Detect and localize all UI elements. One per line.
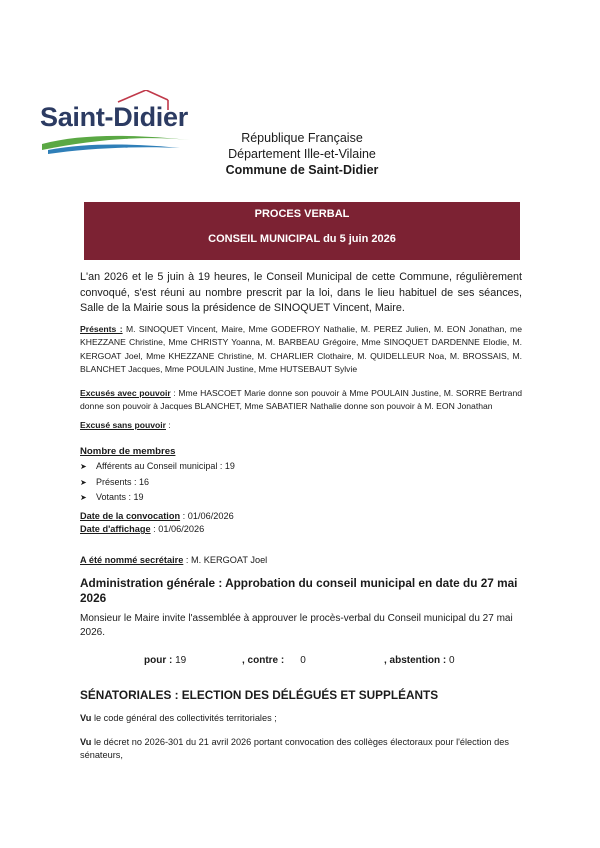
date-affichage: [80, 523, 522, 536]
presents-label: Présents :: [80, 324, 123, 334]
admin-section-text: Monsieur le Maire invite l'assemblée à approuver le procès-verbal du Conseil municipal du 27 mai 2026.: [80, 613, 513, 638]
admin-section-title: Administration générale : Approbation du conseil municipal en date du 27 mai 2026: [80, 576, 518, 605]
excuses-text: : Mme HASCOET Marie donne son pouvoir à Mme POULAIN Justine, M. SORRE Bertrand donne son pouvoir à Jacques BLANCHET, Mme SABATIER Nathalie donne son pouvoir à M. EON Jonathan: [80, 388, 523, 412]
excuse-sans-text: :: [165, 420, 171, 430]
banner-title: PROCES VERBAL: [254, 208, 350, 220]
membres-title-text: Nombre de membres: [80, 446, 176, 457]
vote-pour-label: pour :: [144, 655, 173, 666]
senatoriales-title: SÉNATORIALES : ELECTION DES DÉLÉGUÉS ET SUPPLÉANTS: [80, 688, 439, 702]
vu-paragraph: [80, 736, 522, 762]
secretaire-line: [80, 555, 522, 565]
date-convocation-label: Date de la convocation: [80, 511, 181, 521]
dates-block: [80, 510, 522, 536]
vote-abstention-value: 0: [449, 655, 455, 666]
vote-abstention: [384, 655, 455, 666]
vote-contre-label: , contre :: [242, 655, 285, 666]
arrow-bullet-icon: ➤: [80, 462, 87, 471]
membres-title: [80, 446, 522, 457]
vote-contre: [242, 655, 306, 666]
presents-paragraph: [80, 323, 522, 376]
header-republique: République Française: [241, 131, 363, 145]
intro-paragraph: L'an 2026 et le 5 juin à 19 heures, le Conseil Municipal de cette Commune, régulièrement convoqué, s'est réuni au nombre prescrit par la loi, dans le lieu habituel de ses séances, Salle de la Mairie sous la présidence de SINOQUET Vincent, Maire.: [80, 271, 522, 314]
presents-text: M. SINOQUET Vincent, Maire, Mme GODEFROY Nathalie, M. PEREZ Julien, M. EON Jonathan, me KHEZZANE Christine, Mme CHRISTY Yoanna, M. BARBEAU Grégoire, Mme SINOQUET DARDENNE Elodie, M. KERGOAT Joel, Mme KHEZZANE Christine, M. CHARLIER Clothaire, M. QUIDELLEUR Noa, M. BROSSAIS, M. BLANCHET Jacques, Mme POULAIN Justine, Mme HUTSEBAUT Sylvie: [80, 324, 522, 374]
list-item: [80, 490, 522, 506]
vu-paragraph: [80, 713, 522, 723]
vu-word: Vu: [80, 737, 92, 747]
vote-pour: [144, 655, 186, 666]
vu-word: Vu: [80, 713, 92, 723]
commune-logo: [40, 90, 205, 162]
secretaire-value: : M. KERGOAT Joel: [183, 555, 268, 565]
list-item-text: Votants : 19: [96, 492, 144, 502]
excuses-label: Excusés avec pouvoir: [80, 388, 171, 398]
date-convocation: [80, 510, 522, 523]
list-item: [80, 475, 522, 491]
date-convocation-value: : 01/06/2026: [180, 511, 234, 521]
header-commune: Commune de Saint-Didier: [225, 163, 379, 177]
header-block: [222, 130, 382, 178]
secretaire-label: A été nommé secrétaire: [80, 555, 184, 565]
excuses-paragraph: [80, 387, 522, 414]
banner-subtitle: CONSEIL MUNICIPAL du 5 juin 2026: [208, 233, 396, 245]
membres-list: [80, 459, 522, 506]
date-affichage-label: Date d'affichage: [80, 524, 151, 534]
date-affichage-value: : 01/06/2026: [150, 524, 205, 534]
list-item-text: Afférents au Conseil municipal : 19: [96, 461, 235, 471]
excuse-sans-paragraph: [80, 420, 522, 430]
header-departement: Département Ille-et-Vilaine: [228, 147, 376, 161]
excuse-sans-label: Excusé sans pouvoir: [80, 420, 166, 430]
vote-contre-value: 0: [300, 655, 306, 666]
vu-text: le code général des collectivités territoriales ;: [91, 713, 277, 723]
vote-abstention-label: , abstention :: [384, 655, 447, 666]
vu-text: le décret no 2026-301 du 21 avril 2026 portant convocation des collèges électoraux pour l'élection des sénateurs,: [80, 737, 509, 760]
logo-text: Saint-Didier: [40, 102, 188, 132]
arrow-bullet-icon: ➤: [80, 493, 87, 502]
list-item: [80, 459, 522, 475]
vote-pour-value: 19: [175, 655, 187, 666]
title-banner: [84, 202, 520, 260]
list-item-text: Présents : 16: [96, 476, 150, 487]
arrow-bullet-icon: ➤: [80, 477, 87, 487]
